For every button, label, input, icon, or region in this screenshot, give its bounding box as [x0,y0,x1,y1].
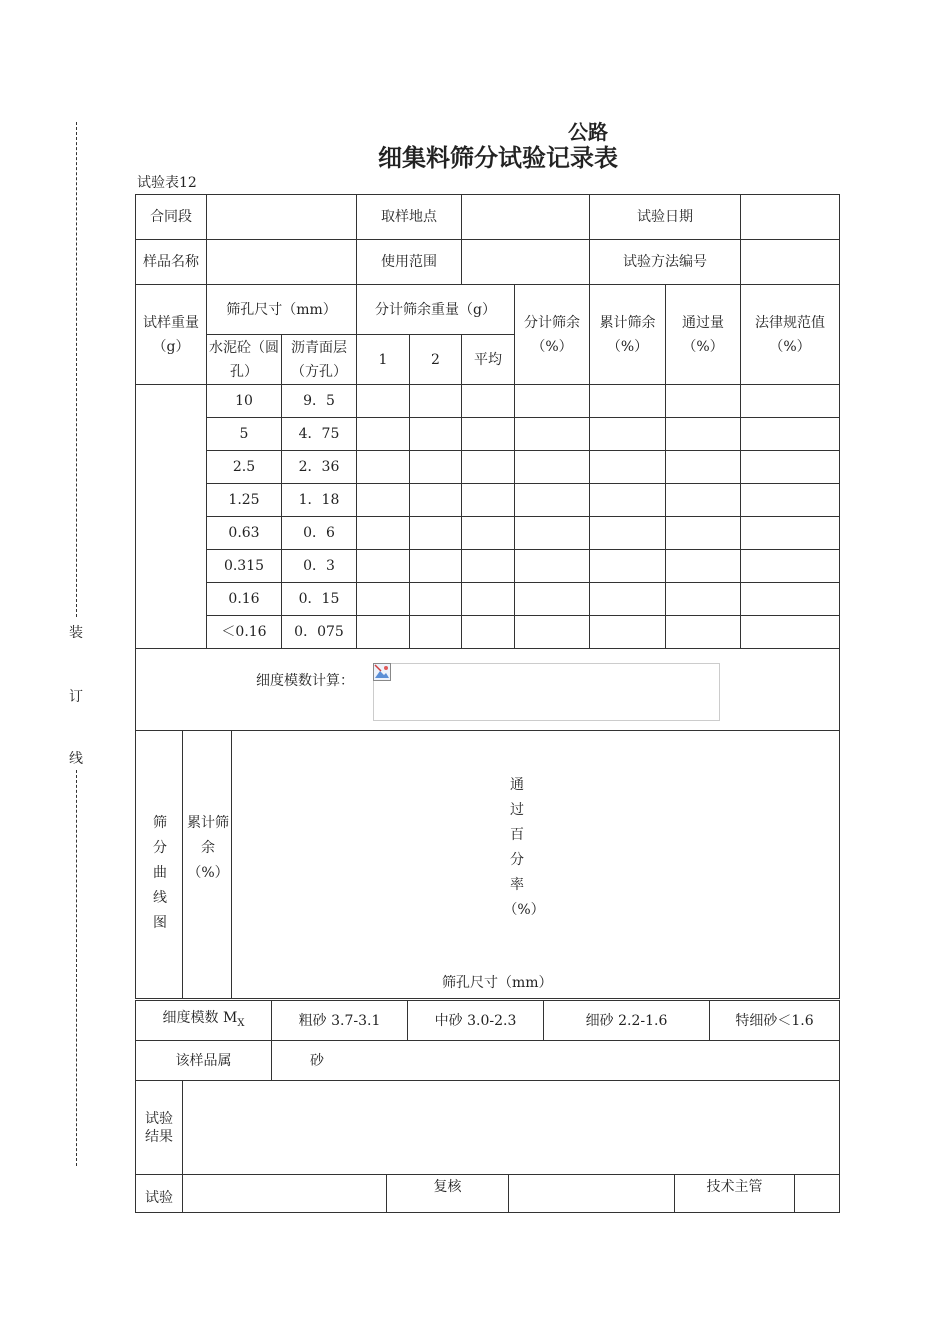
data-cell[interactable] [515,583,590,616]
data-cell[interactable] [462,451,515,484]
sample-name-label: 样品名称 [136,240,207,285]
curve-section [136,731,840,999]
data-cell[interactable] [590,583,666,616]
asphalt-size: 9．5 [282,385,357,418]
asphalt-size: 0．6 [282,517,357,550]
data-cell[interactable] [462,550,515,583]
trial-2-header: 2 [410,335,462,385]
data-cell[interactable] [462,517,515,550]
data-cell[interactable] [462,616,515,649]
data-cell[interactable] [741,385,840,418]
tech-manager-label: 技术主管 [675,1175,795,1213]
cement-size: 5 [207,418,282,451]
fine-sand-range: 细砂 2.2-1.6 [544,1001,710,1041]
individual-retained-header: 分计筛余（%） [515,285,590,385]
cement-size: 2.5 [207,451,282,484]
data-cell[interactable] [410,517,462,550]
data-cell[interactable] [410,451,462,484]
table-row [136,550,840,583]
asphalt-header: 沥青面层（方孔） [282,335,357,385]
data-cell[interactable] [666,451,741,484]
data-cell[interactable] [590,451,666,484]
table-row [136,517,840,550]
data-cell[interactable] [741,616,840,649]
test-result-label [136,1081,183,1175]
cement-size: 0.63 [207,517,282,550]
cement-size: 0.16 [207,583,282,616]
cement-size: 10 [207,385,282,418]
data-cell[interactable] [515,451,590,484]
data-cell[interactable] [462,484,515,517]
sample-name-value[interactable] [207,240,357,285]
asphalt-size: 0．15 [282,583,357,616]
reviewer-label: 复核 [387,1175,509,1213]
asphalt-size: 0．3 [282,550,357,583]
test-result-text: 试验结果 [145,1110,173,1145]
usage-range-label: 使用范围 [357,240,462,285]
data-cell[interactable] [410,418,462,451]
sieve-size-header: 筛孔尺寸（mm） [207,285,357,335]
passing-char: 通 [510,777,524,793]
table-row [136,583,840,616]
tester-label: 试验 [136,1175,183,1213]
binding-char: 订 [69,689,83,705]
page-title: 细集料筛分试验记录表 [378,144,618,172]
sample-weight-header: 试样重量（g） [136,285,207,385]
title-top: 公路 [568,120,608,144]
y-axis-label [186,811,230,886]
data-cell[interactable] [666,517,741,550]
data-cell[interactable] [410,583,462,616]
sampling-location-label: 取样地点 [357,195,462,240]
cement-size: 0.315 [207,550,282,583]
data-cell[interactable] [515,385,590,418]
passing-axis-label [502,773,532,898]
table-row [136,385,840,418]
data-cell[interactable] [666,484,741,517]
data-cell[interactable] [590,517,666,550]
fineness-image-frame [373,663,720,721]
asphalt-size: 1．18 [282,484,357,517]
passing-char: 分 [510,852,524,868]
sample-weight-value[interactable] [136,385,207,649]
fineness-calc-label: 细度模数计算： [256,673,354,689]
retained-weight-header: 分计筛余重量（g） [357,285,515,335]
data-cell[interactable] [462,583,515,616]
data-cell[interactable] [666,418,741,451]
x-axis-label: 筛孔尺寸（mm） [442,975,553,991]
tech-manager-value[interactable] [795,1175,840,1213]
data-cell[interactable] [357,517,410,550]
data-cell[interactable] [666,550,741,583]
fineness-modulus-text: 细度模数 M [162,1009,238,1026]
curve-title-text: 筛分曲线图 [153,815,167,931]
test-date-label: 试验日期 [590,195,741,240]
data-cell[interactable] [515,517,590,550]
binding-line-bottom [76,770,77,1166]
table-row [136,616,840,649]
sampling-location-value[interactable] [462,195,590,240]
reviewer-value[interactable] [509,1175,675,1213]
form-number: 试验表12 [137,175,197,191]
y-axis-label-text: 累计筛余（%） [187,815,229,881]
data-cell[interactable] [357,616,410,649]
data-cell[interactable] [462,385,515,418]
data-cell[interactable] [741,517,840,550]
sieve-record-table [135,194,840,999]
fineness-modulus-sub: X [237,1017,245,1029]
table-row [136,451,840,484]
data-cell[interactable] [741,451,840,484]
data-cell[interactable] [666,385,741,418]
data-cell[interactable] [357,385,410,418]
data-cell[interactable] [515,418,590,451]
data-cell[interactable] [590,616,666,649]
sample-belongs-label: 该样品属 [136,1041,272,1081]
data-cell[interactable] [410,550,462,583]
fineness-summary-table [135,1000,840,1213]
curve-title [150,811,170,936]
test-result-value[interactable] [183,1081,840,1175]
test-date-value[interactable] [741,195,840,240]
curve-divider [231,731,232,998]
binding-char: 装 [69,625,83,641]
data-cell[interactable] [410,616,462,649]
curve-divider [182,731,183,998]
contract-section-value[interactable] [207,195,357,240]
data-cell[interactable] [462,418,515,451]
data-cell[interactable] [357,418,410,451]
passing-axis-unit: （%） [503,902,545,918]
contract-section-label: 合同段 [136,195,207,240]
cement-header: 水泥砼（圆孔） [207,335,282,385]
data-cell[interactable] [741,583,840,616]
tester-value[interactable] [183,1175,387,1213]
cement-size: 1.25 [207,484,282,517]
data-cell[interactable] [357,451,410,484]
fineness-modulus-label [136,1001,272,1041]
cumulative-retained-header: 累计筛余（%） [590,285,666,385]
data-cell[interactable] [741,550,840,583]
image-placeholder-icon [373,663,391,681]
asphalt-size: 4．75 [282,418,357,451]
binding-line-top [76,122,77,617]
method-no-value[interactable] [741,240,840,285]
medium-sand-range: 中砂 3.0-2.3 [408,1001,544,1041]
usage-range-value[interactable] [462,240,590,285]
passing-char: 百 [510,827,524,843]
data-cell[interactable] [410,385,462,418]
passing-char: 过 [510,802,524,818]
asphalt-size: 0．075 [282,616,357,649]
binding-char: 线 [69,751,83,767]
data-cell[interactable] [590,418,666,451]
cement-size: ＜0.16 [207,616,282,649]
table-row [136,484,840,517]
data-cell[interactable] [590,484,666,517]
coarse-sand-range: 粗砂 3.7-3.1 [272,1001,408,1041]
data-cell[interactable] [357,550,410,583]
average-header: 平均 [462,335,515,385]
data-cell[interactable] [410,484,462,517]
data-cell[interactable] [515,484,590,517]
sand-label: 砂 [310,1052,325,1069]
data-cell[interactable] [515,616,590,649]
data-cell[interactable] [590,385,666,418]
method-no-label: 试验方法编号 [590,240,741,285]
data-cell[interactable] [357,484,410,517]
trial-1-header: 1 [357,335,410,385]
data-cell[interactable] [666,583,741,616]
data-cell[interactable] [741,418,840,451]
spec-value-header: 法律规范值（%） [741,285,840,385]
passing-header: 通过量（%） [666,285,741,385]
data-cell[interactable] [590,550,666,583]
data-cell[interactable] [357,583,410,616]
passing-char: 率 [510,877,524,893]
data-cell[interactable] [741,484,840,517]
data-cell[interactable] [666,616,741,649]
asphalt-size: 2．36 [282,451,357,484]
table-row [136,418,840,451]
sample-belongs-value[interactable] [272,1041,840,1081]
extra-fine-sand-range: 特细砂＜1.6 [710,1001,840,1041]
data-cell[interactable] [515,550,590,583]
